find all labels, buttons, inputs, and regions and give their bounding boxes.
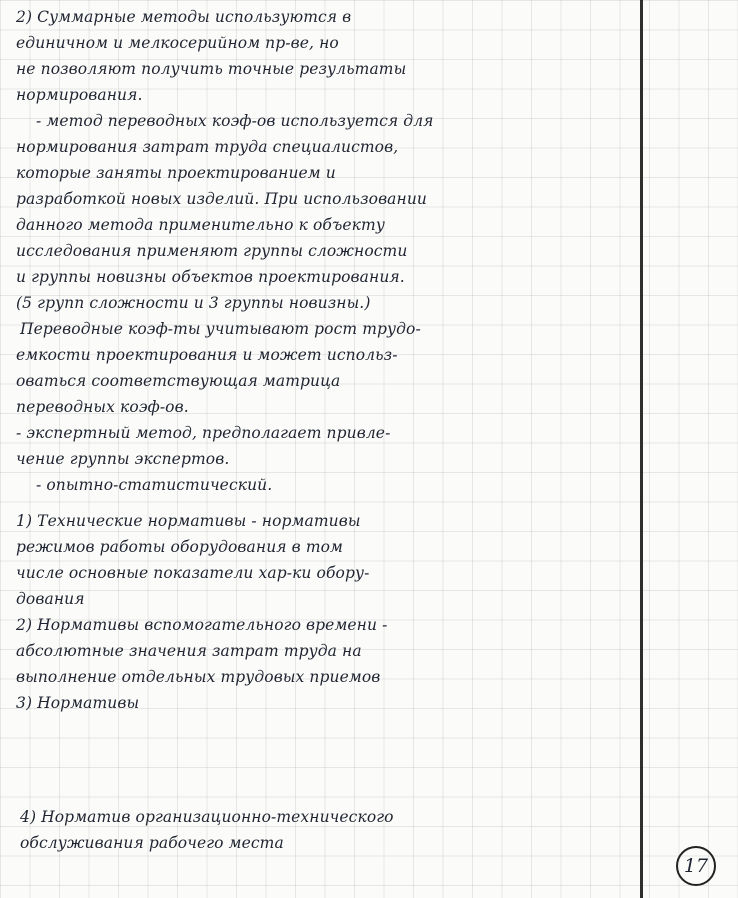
- text-line: 2) Нормативы вспомогательного времени -: [16, 616, 388, 634]
- text-line: - метод переводных коэф-ов используется для: [36, 112, 434, 130]
- text-line: - экспертный метод, предполагает привле-: [16, 424, 391, 442]
- text-line: обслуживания рабочего места: [20, 834, 284, 852]
- text-line: и группы новизны объектов проектирования.: [16, 268, 405, 286]
- text-line: переводных коэф-ов.: [16, 398, 189, 416]
- text-line: исследования применяют группы сложности: [16, 242, 408, 260]
- handwritten-text: [16, 4, 656, 856]
- spacer: [16, 716, 656, 804]
- text-line: оваться соответствующая матрица: [16, 372, 341, 390]
- text-line: данного метода применительно к объекту: [16, 216, 385, 234]
- text-line: 4) Норматив организационно-технического: [20, 808, 394, 826]
- text-line: нормирования затрат труда специалистов,: [16, 138, 399, 156]
- text-line: которые заняты проектированием и: [16, 164, 336, 182]
- text-line: единичном и мелкосерийном пр-ве, но: [16, 34, 339, 52]
- text-line: выполнение отдельных трудовых приемов: [16, 668, 381, 686]
- text-line: режимов работы оборудования в том: [16, 538, 343, 556]
- text-line: 3) Нормативы: [16, 694, 140, 712]
- text-line: дования: [16, 590, 85, 608]
- spacer: [16, 498, 656, 508]
- text-line: - опытно-статистический.: [36, 476, 273, 494]
- text-line: абсолютные значения затрат труда на: [16, 642, 362, 660]
- text-line: числе основные показатели хар-ки обору-: [16, 564, 370, 582]
- text-line: (5 групп сложности и 3 группы новизны.): [16, 294, 371, 312]
- text-line: нормирования.: [16, 86, 143, 104]
- text-line: чение группы экспертов.: [16, 450, 230, 468]
- text-line: 2) Суммарные методы используются в: [16, 8, 352, 26]
- text-line: 1) Технические нормативы - нормативы: [16, 512, 361, 530]
- page-number: 17: [676, 846, 716, 886]
- text-line: емкости проектирования и может использ-: [16, 346, 398, 364]
- text-line: не позволяют получить точные результаты: [16, 60, 407, 78]
- text-line: разработкой новых изделий. При использовании: [16, 190, 428, 208]
- text-line: Переводные коэф-ты учитывают рост трудо-: [20, 320, 421, 338]
